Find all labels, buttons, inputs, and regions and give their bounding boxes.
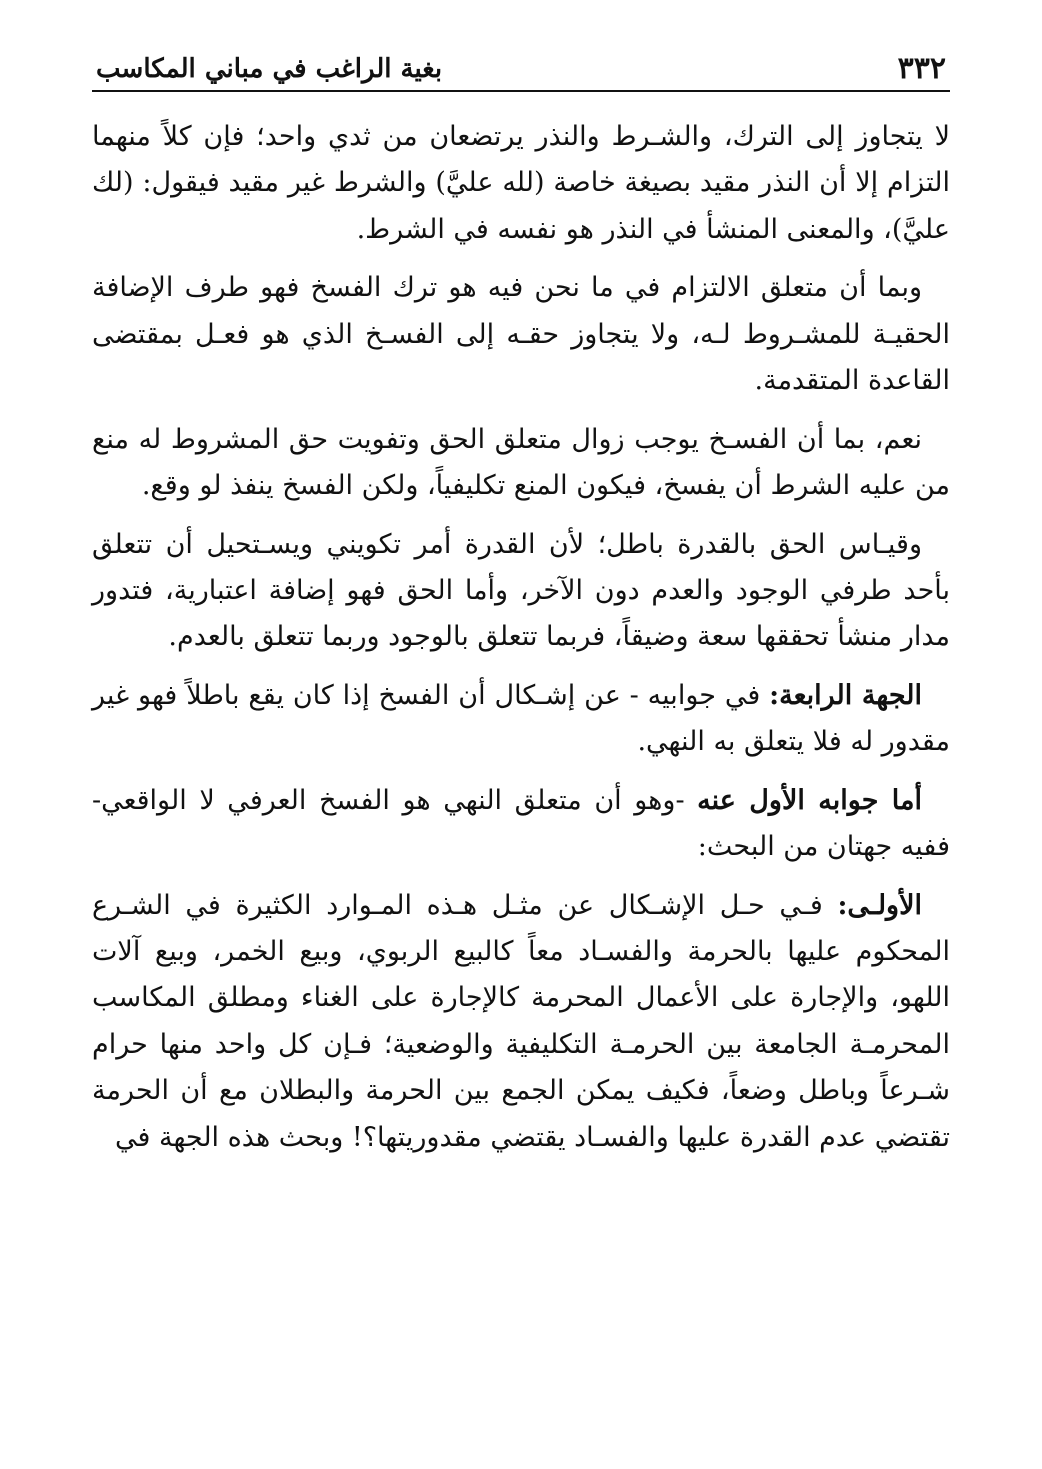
paragraph-text: -وهو أن متعلق النهي هو الفسخ العرفي لا الواقعي- ففيه جهتان من البحث: bbox=[92, 784, 950, 863]
paragraph-1 bbox=[92, 114, 950, 253]
section-heading: الجهة الرابعة: bbox=[769, 679, 923, 711]
paragraph-4 bbox=[92, 522, 950, 661]
page-body bbox=[92, 114, 950, 1161]
page-number: ٣٣٢ bbox=[897, 51, 946, 86]
paragraph-2 bbox=[92, 265, 950, 404]
paragraph-text: فـي حـل الإشـكال عن مثـل هـذه المـوارد الكثيرة في الشـرع المحكوم عليها بالحرمة والفسـاد معاً كالبيع الربوي، وبيع الخمر، وبيع آلات اللهو، والإجارة على الأعمال المحرمة كالإجارة على الغناء ومطلق المكاسب المحرمـة الجامعة بين الحرمـة التكليفية والوضعية؛ فـإن كل واحد منها حرام شـرعاً وباطل وضعاً، فكيف يمكن الجمع بين الحرمة والبطلان مع أن الحرمة تقتضي عدم القدرة عليها والفسـاد يقتضي مقدوريتها؟! وبحث هذه الجهة في bbox=[92, 889, 950, 1153]
paragraph-text: في جوابيه - عن إشـكال أن الفسخ إذا كان يقع باطلاً فهو غير مقدور له فلا يتعلق به النهي. bbox=[92, 679, 950, 758]
section-heading: أما جوابه الأول عنه bbox=[697, 784, 922, 816]
paragraph-6 bbox=[92, 778, 950, 871]
paragraph-5 bbox=[92, 673, 950, 766]
running-header bbox=[92, 40, 950, 92]
paragraph-text: وبما أن متعلق الالتزام في ما نحن فيه هو ترك الفسخ فهو طرف الإضافة الحقيـة للمشـروط لـه، ولا يتجاوز حقـه إلى الفسـخ الذي هو فعـل بمقتضى القاعدة المتقدمة. bbox=[92, 272, 950, 397]
paragraph-text: وقيـاس الحق بالقدرة باطل؛ لأن القدرة أمر تكويني ويسـتحيل أن تتعلق بأحد طرفي الوجود والعدم دون الآخر، وأما الحق فهو إضافة اعتبارية، فتدور مدار منشأ تحققها سعة وضيقاً، فربما تتعلق بالوجود وربما تتعلق بالعدم. bbox=[92, 528, 950, 653]
paragraph-text: نعم، بما أن الفسـخ يوجب زوال متعلق الحق وتفويت حق المشروط له منع من عليه الشرط أن يفسخ، فيكون المنع تكليفياً، ولكن الفسخ ينفذ لو وقع. bbox=[92, 423, 950, 502]
book-title: بغية الراغب في مباني المكاسب bbox=[96, 54, 443, 84]
paragraph-7 bbox=[92, 883, 950, 1162]
paragraph-text: لا يتجاوز إلى الترك، والشـرط والنذر يرتضعان من ثدي واحد؛ فإن كلاً منهما التزام إلا أن النذر مقيد بصيغة خاصة (لله عليَّ) والشرط غير مقيد فيقول: (لك عليَّ)، والمعنى المنشأ في النذر هو نفسه في الشرط. bbox=[92, 121, 950, 245]
book-page bbox=[92, 40, 950, 1173]
paragraph-3 bbox=[92, 417, 950, 510]
section-heading: الأولـى: bbox=[837, 889, 922, 921]
